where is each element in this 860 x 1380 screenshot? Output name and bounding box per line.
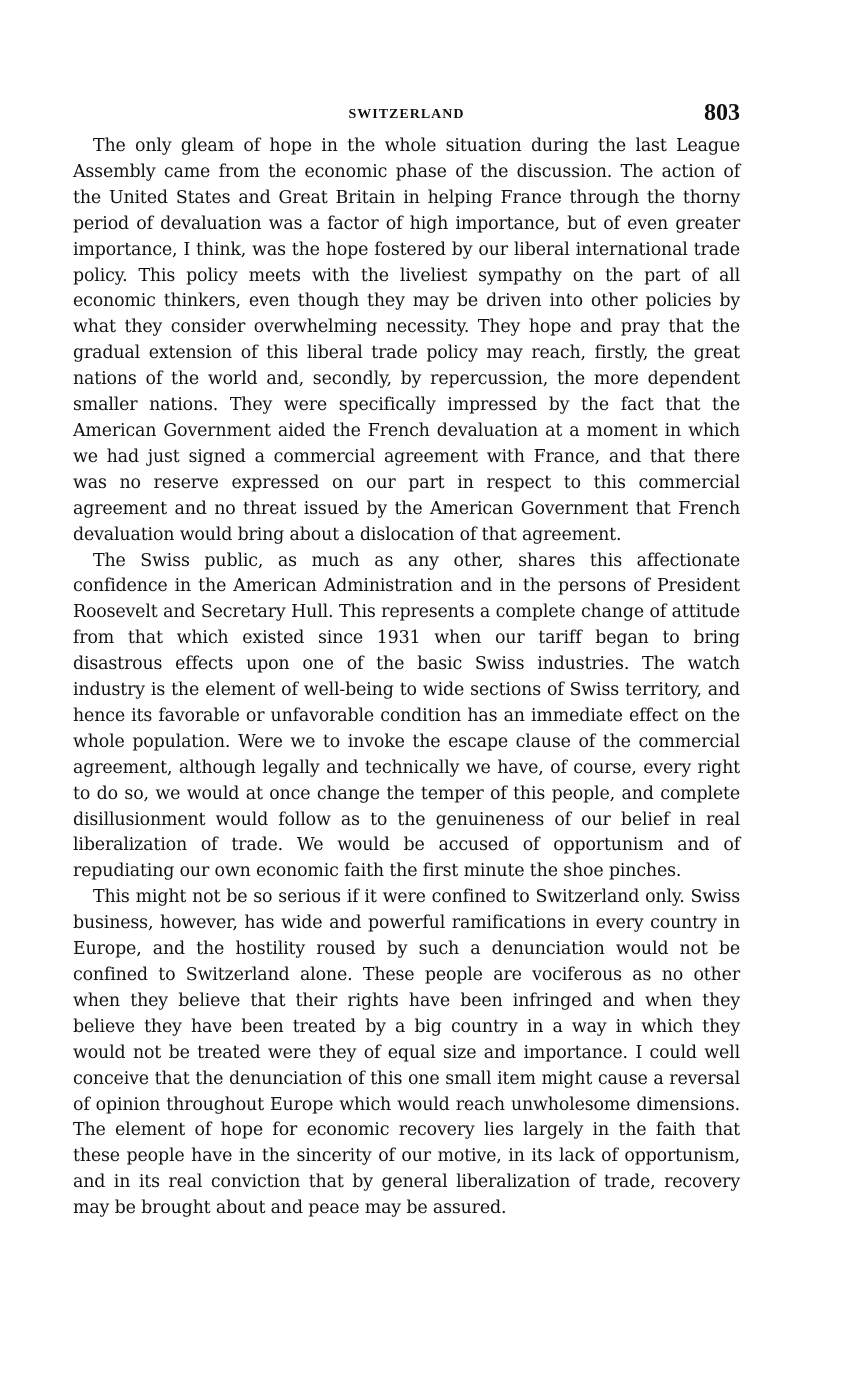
paragraph-1: The only gleam of hope in the whole situation during the last League Assembly came from the economic phase of the discussion. The action of the United States and Great Britain in helping France through the thorny period of devaluation was a factor of high importance, but of even greater importance, I think, was the hope fostered by our liberal international trade policy. This policy meets with the liveliest sympathy on the part of all economic thinkers, even though they may be driven into other policies by what they consider overwhelming necessity. They hope and pray that the gradual extension of this liberal trade policy may reach, firstly, the great nations of the world and, secondly, by repercussion, the more dependent smaller nations. They were specifically impressed by the fact that the American Government aided the French devaluation at a moment in which we had just signed a commercial agreement with France, and that there was no reserve expressed on our part in respect to this commercial agreement and no threat issued by the American Government that French devaluation would bring about a dislocation of that agreement. <box>73 136 740 545</box>
running-title: SWITZERLAND <box>348 107 465 122</box>
paragraph-2: The Swiss public, as much as any other, shares this affectionate confidence in the American Administration and in the persons of President Roosevelt and Secretary Hull. This represents a complete change of attitude from that which existed since 1931 when our tariff began to bring disastrous effects upon one of the basic Swiss industries. The watch industry is the element of well-being to wide sections of Swiss territory, and hence its favorable or unfavorable condition has an immediate effect on the whole population. Were we to invoke the escape clause of the commercial agreement, although legally and technically we have, of course, every right to do so, we would at once change the temper of this people, and complete disillusionment would follow as to the genuineness of our belief in real liberalization of trade. We would be accused of opportunism and of repudiating our own economic faith the first minute the shoe pinches. <box>73 550 740 882</box>
running-head <box>73 100 740 134</box>
page-number: 803 <box>704 100 740 126</box>
body-text <box>73 134 740 1222</box>
paragraph-3: This might not be so serious if it were confined to Switzerland only. Swiss business, however, has wide and powerful ramifications in every country in Europe, and the hostility roused by such a denunciation would not be confined to Switzerland alone. These people are vociferous as no other when they believe that their rights have been infringed and when they believe they have been treated by a big country in a way in which they would not be treated were they of equal size and importance. I could well conceive that the denunciation of this one small item might cause a reversal of opinion throughout Europe which would reach unwholesome dimensions. The element of hope for economic recovery lies largely in the faith that these people have in the sincerity of our motive, in its lack of opportunism, and in its real conviction that by general liberalization of trade, recovery may be brought about and peace may be assured. <box>73 887 740 1219</box>
document-page <box>73 100 740 1222</box>
